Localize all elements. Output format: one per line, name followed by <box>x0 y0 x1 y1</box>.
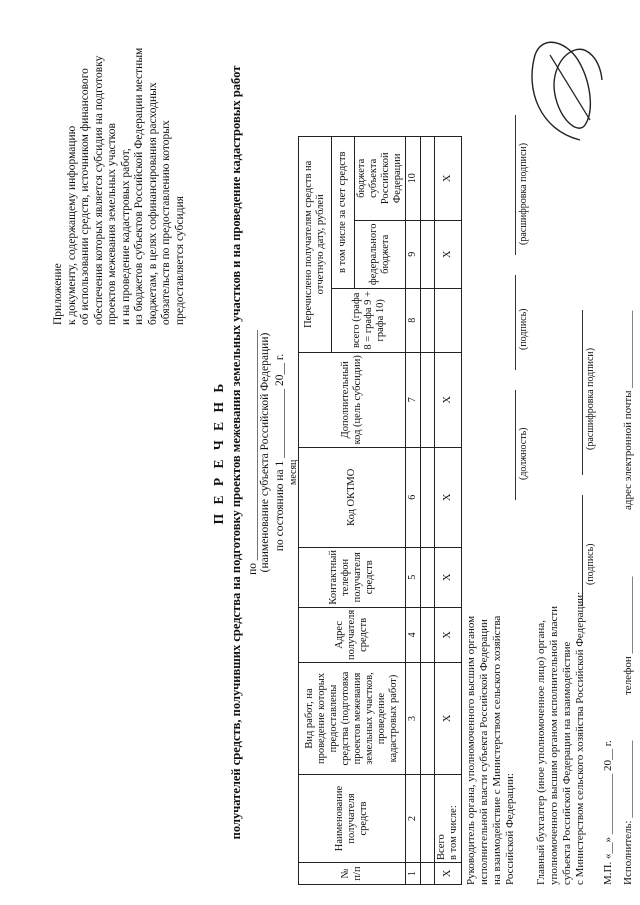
total-label: Всего <box>436 834 447 860</box>
recipients-table <box>298 136 462 885</box>
incl-label: в том числе: <box>448 805 459 860</box>
table-cell <box>421 136 435 220</box>
col-number: 9 <box>406 220 421 288</box>
sig-line: на взаимодействие с Министерством сельского хозяйства <box>491 615 503 885</box>
table-cell <box>435 288 462 352</box>
head-signature-text <box>465 616 517 885</box>
header-extra-code: Дополнительный код (цель субсидии) <box>299 352 406 447</box>
table-cell <box>421 547 435 607</box>
table-cell: X <box>435 607 462 662</box>
sig-line: с Министерством сельского хозяйства Российской Федерации: <box>574 591 586 885</box>
table-cell: X <box>435 447 462 547</box>
table-cell: X <box>435 547 462 607</box>
header-regional: бюджета субъекта Российской Федерации <box>355 136 406 220</box>
total-label-cell <box>435 775 462 863</box>
header-num: № п/п <box>299 863 406 885</box>
phone-line: телефон ______________ <box>622 576 634 695</box>
col-number: 1 <box>406 863 421 885</box>
subject-hint: (наименование субъекта Российской Федерации) <box>259 332 271 573</box>
column-number-row <box>406 136 421 884</box>
table-cell: X <box>435 352 462 447</box>
col-number: 8 <box>406 288 421 352</box>
table-total-row <box>435 136 462 884</box>
subject-line: по ________________________________________ <box>247 330 259 575</box>
handwritten-signature-icon <box>520 30 610 150</box>
table-cell <box>421 607 435 662</box>
accountant-signature-text <box>535 592 587 885</box>
appendix-line: из бюджетов субъектов Российской Федерации местным <box>133 47 145 325</box>
header-transferred: Перечислено получателям средств на отчетную дату, рублей <box>299 136 332 352</box>
header-incl: в том числе за счет средств <box>332 136 355 288</box>
decode-hint: (расшифровка подписи) <box>518 142 529 245</box>
table-cell <box>421 447 435 547</box>
appendix-note <box>52 25 187 325</box>
table-cell: X <box>435 136 462 220</box>
header-work: Вид работ, на проведение которых предоставлены средства (подготовка проектов межевания земельных участков, проведение кадастровых работ) <box>299 663 406 775</box>
appendix-line: обязательств по предоставлению которых <box>160 120 172 325</box>
col-number: 4 <box>406 607 421 662</box>
mp-line: М.П. «__» ___________ 20__ г. <box>602 740 614 885</box>
table-cell <box>421 352 435 447</box>
sig-line: исполнительной власти субъекта Российской Федерации <box>478 619 490 885</box>
table-row <box>421 136 435 884</box>
appendix-line: обеспечения которых является субсидия на подготовку <box>92 55 105 325</box>
accountant-decode-line <box>582 310 583 475</box>
sign-line <box>515 275 516 370</box>
table-cell <box>421 663 435 775</box>
appendix-line: Приложение <box>52 263 64 325</box>
document-subtitle: получателей средств, получивших средства на подготовку проектов межевания земельных участков и на проведение кадастровых работ <box>229 65 243 840</box>
table-cell: X <box>435 220 462 288</box>
table-cell: X <box>435 863 462 885</box>
header-name: Наименование получателя средств <box>299 775 406 863</box>
appendix-line: бюджетам, в целях софинансирования расходных <box>146 82 159 325</box>
sig-line: Российской Федерации: <box>504 773 516 885</box>
table-header-row <box>299 136 332 884</box>
appendix-line: и на проведение кадастровых работ, <box>119 148 132 325</box>
header-oktmo: Код ОКТМО <box>299 447 406 547</box>
appendix-line: предоставляется субсидия <box>173 196 186 325</box>
table-cell <box>421 288 435 352</box>
col-number: 5 <box>406 547 421 607</box>
executor-line: Исполнитель: ______________ <box>622 740 634 885</box>
email-line: адрес электронной почты ______________ <box>622 310 634 510</box>
header-phone: Контактный телефон получателя средств <box>299 547 406 607</box>
sig-line: уполномоченного высшим органом исполнительной власти <box>548 605 560 885</box>
col-number: 7 <box>406 352 421 447</box>
position-line <box>515 390 516 500</box>
month-hint: месяц <box>288 459 299 485</box>
table-cell: X <box>435 663 462 775</box>
col-number: 2 <box>406 775 421 863</box>
table-cell <box>421 775 435 863</box>
decode-line <box>515 115 516 255</box>
accountant-sign-hint: (подпись) <box>585 543 596 585</box>
sig-line: субъекта Российской Федерации на взаимодействие <box>561 641 573 885</box>
header-federal: федерального бюджета <box>355 220 406 288</box>
sign-hint: (подпись) <box>518 308 529 350</box>
sig-line: Руководитель органа, уполномоченного высшим органом <box>465 615 477 885</box>
appendix-line: об использовании средств, источником финансового <box>79 68 91 325</box>
position-hint: (должность) <box>518 427 529 480</box>
accountant-sign-line <box>582 495 583 605</box>
header-total: всего (графа 8 = графа 9 + графа 10) <box>332 288 406 352</box>
header-address: Адрес получателя средств <box>299 607 406 662</box>
col-number: 6 <box>406 447 421 547</box>
date-line: по состоянию на 1 ____________ 20__ г. <box>274 353 286 552</box>
table-cell <box>421 863 435 885</box>
table-cell <box>421 220 435 288</box>
sig-line: Главный бухгалтер (иное уполномоченное лицо) органа, <box>535 620 547 885</box>
col-number: 3 <box>406 663 421 775</box>
appendix-line: проектов межевания земельных участков <box>106 123 118 325</box>
appendix-line: к документу, содержащему информацию <box>65 125 78 325</box>
document-title: П Е Р Е Ч Е Н Ь <box>211 380 226 525</box>
accountant-decode-hint: (расшифровка подписи) <box>585 347 596 450</box>
col-number: 10 <box>406 136 421 220</box>
